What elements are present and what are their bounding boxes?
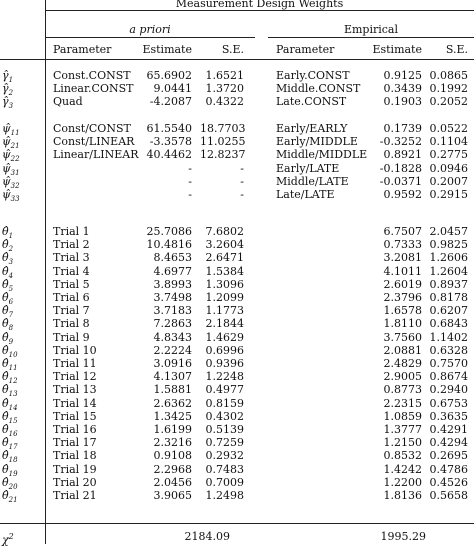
gamma-symbol: $\gammâ_2$ (2, 82, 14, 98)
theta-a-param: Trial 16 (53, 423, 97, 436)
psi-a-estimate: - (188, 174, 192, 188)
theta-b-se: 1.2604 (429, 264, 468, 278)
theta-symbol: $\thetâ_7$ (2, 304, 14, 320)
theta-a-param: Trial 7 (53, 304, 90, 318)
group-a-rule (45, 37, 255, 38)
theta-a-se: 1.4629 (205, 330, 244, 344)
theta-a-se: 1.2248 (205, 370, 244, 384)
psi-a-se: 11.0255 (200, 135, 246, 149)
theta-b-se: 0.8937 (429, 277, 468, 291)
theta-a-param: Trial 10 (53, 343, 97, 357)
theta-a-param: Trial 15 (53, 409, 97, 423)
gamma-a-param: Quad (53, 95, 83, 109)
theta-a-se: 1.2498 (205, 489, 244, 502)
theta-b-estimate: 2.0881 (383, 343, 422, 357)
theta-b-se: 0.4294 (429, 436, 468, 450)
group-b-title: Empirical (343, 23, 399, 36)
psi-a-estimate: -3.3578 (149, 135, 192, 149)
theta-a-se: 0.5139 (205, 423, 244, 436)
theta-a-se: 0.7259 (205, 436, 244, 450)
theta-a-estimate: 4.6977 (153, 264, 192, 278)
theta-a-param: Trial 8 (53, 317, 90, 331)
psi-a-param: Linear/LINEAR (53, 148, 139, 162)
psi-b-param: Early/LATE (276, 161, 340, 175)
gamma-b-se: 0.1992 (429, 82, 468, 96)
theta-b-estimate: 1.4242 (383, 462, 422, 476)
theta-symbol: $\thetâ_5$ (2, 277, 14, 293)
gamma-b-param: Early.CONST (276, 69, 350, 82)
theta-a-estimate: 25.7086 (146, 225, 192, 238)
group-a-title: a priori (129, 23, 171, 36)
psi-a-param: Const/CONST (53, 122, 131, 135)
theta-b-se: 0.4786 (429, 462, 468, 476)
theta-a-param: Trial 9 (53, 330, 90, 344)
theta-a-estimate: 4.1307 (153, 370, 192, 384)
theta-b-se: 0.5658 (429, 489, 468, 502)
theta-b-se: 0.6328 (429, 343, 468, 357)
theta-a-se: 2.6471 (205, 251, 244, 265)
theta-b-estimate: 1.3777 (383, 423, 422, 436)
header-top-rule (45, 10, 474, 11)
table-title: Measurement Design Weights (175, 0, 344, 10)
theta-a-estimate: 3.7183 (153, 304, 192, 318)
theta-b-se: 0.9825 (429, 238, 468, 252)
psi-symbol: $\psî_{32}$ (2, 174, 20, 190)
psi-b-param: Early/EARLY (276, 122, 348, 135)
theta-b-estimate: 3.2081 (383, 251, 422, 265)
gamma-a-se: 1.3720 (205, 82, 244, 96)
theta-a-estimate: 1.6199 (153, 423, 192, 436)
gamma-a-estimate: -4.2087 (149, 95, 192, 109)
theta-a-se: 7.6802 (205, 225, 244, 238)
theta-a-param: Trial 18 (53, 449, 97, 463)
header-bottom-rule (0, 59, 474, 60)
theta-symbol: $\thetâ_{17}$ (2, 436, 18, 452)
chi-rule (0, 523, 474, 524)
vertical-rule (45, 0, 46, 544)
theta-a-se: 0.2932 (205, 449, 244, 463)
gamma-b-se: 0.2052 (429, 95, 468, 109)
theta-b-estimate: 0.7333 (383, 238, 422, 252)
theta-a-param: Trial 20 (53, 475, 97, 489)
theta-a-param: Trial 12 (53, 370, 97, 384)
theta-a-param: Trial 17 (53, 436, 97, 450)
theta-symbol: $\thetâ_8$ (2, 317, 14, 333)
psi-b-param: Middle/MIDDLE (276, 148, 368, 162)
gamma-a-param: Const.CONST (53, 69, 131, 82)
theta-b-se: 0.2940 (429, 383, 468, 397)
chi-symbol: $\chi^2$ (2, 532, 14, 547)
theta-a-se: 0.9396 (205, 357, 244, 370)
theta-a-estimate: 0.9108 (153, 449, 192, 463)
psi-symbol: $\psî_{31}$ (2, 161, 20, 177)
theta-a-estimate: 10.4816 (146, 238, 192, 252)
theta-symbol: $\thetâ_{11}$ (2, 357, 18, 373)
theta-symbol: $\thetâ_{14}$ (2, 396, 18, 412)
theta-a-estimate: 3.9065 (153, 489, 192, 502)
chi-a-value: 2184.09 (184, 530, 230, 543)
psi-symbol: $\psî_{11}$ (2, 122, 20, 138)
gamma-a-se: 1.6521 (205, 69, 244, 82)
gamma-a-se: 0.4322 (205, 95, 244, 109)
theta-b-se: 0.3635 (429, 409, 468, 423)
gamma-b-estimate: 0.3439 (383, 82, 422, 96)
theta-a-param: Trial 14 (53, 396, 97, 410)
psi-b-estimate: -0.0371 (379, 174, 422, 188)
psi-a-estimate: - (188, 161, 192, 175)
theta-b-se: 0.2695 (429, 449, 468, 463)
gamma-a-param: Linear.CONST (53, 82, 134, 96)
theta-symbol: $\thetâ_{21}$ (2, 489, 18, 505)
theta-symbol: $\thetâ_{20}$ (2, 475, 18, 491)
theta-symbol: $\thetâ_{13}$ (2, 383, 18, 399)
theta-b-estimate: 3.7560 (383, 330, 422, 344)
theta-b-estimate: 1.2200 (383, 475, 422, 489)
psi-b-param: Middle/LATE (276, 174, 349, 188)
theta-a-estimate: 3.8993 (153, 277, 192, 291)
psi-b-se: 0.2775 (429, 148, 468, 162)
chi-b-value: 1995.29 (380, 530, 426, 543)
psi-b-estimate: 0.1739 (383, 122, 422, 135)
psi-a-estimate: 40.4462 (146, 148, 192, 162)
theta-a-estimate: 2.2968 (153, 462, 192, 476)
theta-b-estimate: 1.8136 (383, 489, 422, 502)
psi-b-estimate: 0.8921 (383, 148, 422, 162)
theta-b-se: 0.8674 (429, 370, 468, 384)
theta-a-param: Trial 2 (53, 238, 90, 252)
psi-b-se: 0.0522 (429, 122, 468, 135)
psi-b-param: Early/MIDDLE (276, 135, 358, 149)
theta-a-estimate: 7.2863 (153, 317, 192, 331)
theta-a-param: Trial 13 (53, 383, 97, 397)
theta-b-se: 0.8178 (429, 291, 468, 304)
theta-a-se: 0.6996 (205, 343, 244, 357)
theta-symbol: $\thetâ_{19}$ (2, 462, 18, 478)
theta-a-estimate: 2.3216 (153, 436, 192, 450)
theta-b-estimate: 1.8110 (383, 317, 422, 331)
theta-a-se: 1.2099 (205, 291, 244, 304)
col-se-a: S.E. (221, 43, 244, 56)
theta-b-estimate: 2.9005 (383, 370, 422, 384)
theta-a-estimate: 1.3425 (153, 409, 192, 423)
theta-symbol: $\thetâ_{15}$ (2, 409, 18, 425)
gamma-b-estimate: 0.9125 (383, 69, 422, 82)
psi-b-se: 0.0946 (429, 161, 468, 175)
theta-a-estimate: 3.0916 (153, 357, 192, 370)
psi-a-se: - (240, 161, 244, 175)
theta-b-estimate: 1.6578 (383, 304, 422, 318)
psi-a-se: 12.8237 (200, 148, 246, 162)
theta-b-estimate: 2.3796 (383, 291, 422, 304)
gamma-a-estimate: 65.6902 (146, 69, 192, 82)
theta-a-se: 1.1773 (205, 304, 244, 318)
theta-b-estimate: 0.8532 (383, 449, 422, 463)
theta-b-estimate: 2.4829 (383, 357, 422, 370)
theta-a-se: 0.4302 (205, 409, 244, 423)
psi-a-se: 18.7703 (200, 122, 246, 135)
gamma-symbol: $\gammâ_1$ (2, 69, 14, 85)
psi-b-se: 0.1104 (429, 135, 468, 149)
theta-a-param: Trial 5 (53, 277, 90, 291)
col-est-a: Estimate (142, 43, 192, 56)
theta-b-estimate: 1.2150 (383, 436, 422, 450)
psi-b-se: 0.2915 (429, 188, 468, 201)
col-est-b: Estimate (372, 43, 422, 56)
psi-symbol: $\psî_{22}$ (2, 148, 20, 164)
col-se-b: S.E. (445, 43, 468, 56)
theta-a-se: 0.7009 (205, 475, 244, 489)
theta-a-param: Trial 21 (53, 489, 97, 502)
theta-b-estimate: 2.2315 (383, 396, 422, 410)
theta-a-se: 1.3096 (205, 277, 244, 291)
theta-b-estimate: 1.0859 (383, 409, 422, 423)
psi-a-estimate: - (188, 188, 192, 201)
gamma-symbol: $\gammâ_3$ (2, 95, 14, 111)
theta-symbol: $\thetâ_4$ (2, 264, 14, 280)
gamma-a-estimate: 9.0441 (153, 82, 192, 96)
theta-symbol: $\thetâ_1$ (2, 225, 14, 241)
theta-a-estimate: 8.4653 (153, 251, 192, 265)
theta-b-estimate: 4.1011 (383, 264, 422, 278)
col-param-b: Parameter (276, 43, 335, 56)
theta-b-se: 1.2606 (429, 251, 468, 265)
psi-b-se: 0.2007 (429, 174, 468, 188)
theta-b-se: 0.6843 (429, 317, 468, 331)
theta-symbol: $\thetâ_{12}$ (2, 370, 18, 386)
theta-a-param: Trial 11 (53, 357, 97, 370)
theta-a-se: 0.8159 (205, 396, 244, 410)
theta-a-param: Trial 19 (53, 462, 97, 476)
theta-b-se: 0.4526 (429, 475, 468, 489)
theta-symbol: $\thetâ_{10}$ (2, 343, 18, 359)
theta-a-estimate: 2.2224 (153, 343, 192, 357)
psi-symbol: $\psî_{21}$ (2, 135, 20, 151)
theta-b-estimate: 2.6019 (383, 277, 422, 291)
theta-b-se: 0.7570 (429, 357, 468, 370)
gamma-b-estimate: 0.1903 (383, 95, 422, 109)
theta-a-se: 3.2604 (205, 238, 244, 252)
psi-b-estimate: -0.1828 (379, 161, 422, 175)
psi-a-estimate: 61.5540 (146, 122, 192, 135)
theta-symbol: $\thetâ_2$ (2, 238, 14, 254)
theta-a-se: 1.5384 (205, 264, 244, 278)
psi-symbol: $\psî_{33}$ (2, 188, 20, 204)
theta-a-estimate: 2.0456 (153, 475, 192, 489)
gamma-b-se: 0.0865 (429, 69, 468, 82)
theta-symbol: $\thetâ_6$ (2, 291, 14, 307)
theta-b-se: 0.6207 (429, 304, 468, 318)
theta-a-param: Trial 3 (53, 251, 90, 265)
theta-symbol: $\thetâ_9$ (2, 330, 14, 346)
theta-symbol: $\thetâ_{16}$ (2, 423, 18, 439)
theta-b-se: 2.0457 (429, 225, 468, 238)
psi-b-estimate: -0.3252 (379, 135, 422, 149)
psi-b-estimate: 0.9592 (383, 188, 422, 201)
group-b-rule (268, 37, 474, 38)
theta-a-estimate: 4.8343 (153, 330, 192, 344)
theta-a-se: 2.1844 (205, 317, 244, 331)
gamma-b-param: Late.CONST (276, 95, 347, 109)
theta-symbol: $\thetâ_3$ (2, 251, 14, 267)
theta-b-se: 0.4291 (429, 423, 468, 436)
col-param-a: Parameter (53, 43, 112, 56)
psi-a-se: - (240, 174, 244, 188)
theta-b-se: 0.6753 (429, 396, 468, 410)
theta-b-estimate: 6.7507 (383, 225, 422, 238)
theta-a-se: 0.4977 (205, 383, 244, 397)
theta-a-param: Trial 1 (53, 225, 90, 238)
psi-b-param: Late/LATE (276, 188, 335, 201)
theta-a-estimate: 3.7498 (153, 291, 192, 304)
theta-symbol: $\thetâ_{18}$ (2, 449, 18, 465)
theta-b-estimate: 0.8773 (383, 383, 422, 397)
gamma-b-param: Middle.CONST (276, 82, 361, 96)
theta-a-param: Trial 4 (53, 264, 90, 278)
theta-a-param: Trial 6 (53, 291, 90, 304)
theta-b-se: 1.1402 (429, 330, 468, 344)
theta-a-estimate: 1.5881 (153, 383, 192, 397)
theta-a-se: 0.7483 (205, 462, 244, 476)
psi-a-param: Const/LINEAR (53, 135, 135, 149)
psi-a-se: - (240, 188, 244, 201)
theta-a-estimate: 2.6362 (153, 396, 192, 410)
